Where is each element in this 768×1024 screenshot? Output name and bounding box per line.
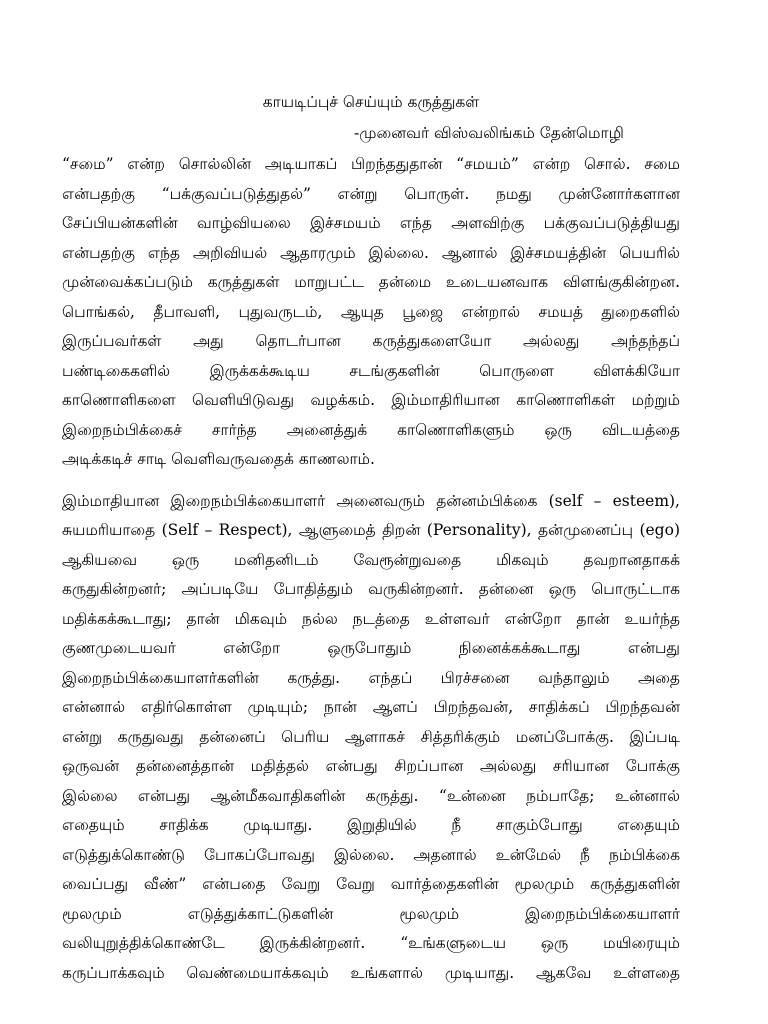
text-line: முன்வைக்கப்படும் கருத்துகள் மாறுபட்ட தன்மை உடையனவாக விளங்குகின்றன.: [62, 273, 680, 291]
document-title: காயடிப்புச் செய்யும் கருத்துகள்: [262, 93, 480, 111]
text-line: மூலமும் எடுத்துக்காட்டுகளின் மூலமும் இறைநம்பிக்கையாளர்: [62, 904, 680, 923]
text-line: பண்டிகைகளில் இருக்கக்கூடிய சடங்குகளின் பொருளை விளக்கியோ: [62, 361, 680, 380]
text-line: அடிக்கடிச் சாடி வெளிவருவதைக் காணலாம்.: [62, 450, 375, 468]
paragraph-2: [62, 487, 680, 989]
text-line: என்பதற்கு “பக்குவப்படுத்துதல்” என்று பொருள். நமது முன்னோர்களான: [62, 184, 680, 203]
text-line: இறைநம்பிக்கைச் சார்ந்த அனைத்துக் காணொளிகளும் ஒரு விடயத்தை: [62, 420, 680, 439]
text-line: இருப்பவர்கள் அது தொடர்பான கருத்துகளையோ அல்லது அந்தந்தப்: [62, 332, 680, 350]
text-line: “சமை” என்ற சொல்லின் அடியாகப் பிறந்ததுதான் “சமயம்” என்ற சொல். சமை: [62, 155, 680, 173]
text-line: வலியுறுத்திக்கொண்டே இருக்கின்றனர். “உங்களுடைய ஒரு மயிரையும்: [62, 934, 680, 952]
text-line: இம்மாதியான இறைநம்பிக்கையாளர் அனைவரும் தன்னம்பிக்கை (self – esteem),: [62, 491, 680, 510]
author-line: -முனைவர் விஸ்வலிங்கம் தேன்மொழி: [354, 124, 624, 142]
text-line: குணமுடையவர் என்றோ ஒருபோதும் நினைக்கக்கூடாது என்பது: [62, 639, 680, 657]
text-line: காணொளிகளை வெளியிடுவது வழக்கம். இம்மாதிரியான காணொளிகள் மற்றும்: [62, 391, 680, 409]
text-line: எதையும் சாதிக்க முடியாது. இறுதியில் நீ சாகும்போது எதையும்: [62, 816, 680, 834]
text-line: இல்லை என்பது ஆன்மீகவாதிகளின் கருத்து. “உன்னை நம்பாதே; உன்னால்: [62, 786, 680, 805]
text-line: ஒருவன் தன்னைத்தான் மதித்தல் என்பது சிறப்பான அல்லது சரியான போக்கு: [62, 757, 680, 775]
paragraph-1: [62, 150, 680, 475]
text-line: என்னால் எதிர்கொள்ள முடியும்; நான் ஆளப் பிறந்தவன், சாதிக்கப் பிறந்தவன்: [62, 698, 680, 716]
text-line: எடுத்துக்கொண்டு போகப்போவது இல்லை. அதனால் உன்மேல் நீ நம்பிக்கை: [62, 845, 680, 864]
text-line: என்பதற்கு எந்த அறிவியல் ஆதாரமும் இல்லை. ஆனால் இச்சமயத்தின் பெயரில்: [62, 243, 680, 262]
text-line: கருப்பாக்கவும் வெண்மையாக்கவும் உங்களால் முடியாது. ஆகவே உள்ளதை: [62, 963, 680, 982]
text-line: மதிக்கக்கூடாது; தான் மிகவும் நல்ல நடத்தை உள்ளவர் என்றோ தான் உயர்ந்த: [62, 609, 680, 628]
text-line: கருதுகின்றனர்; அப்படியே போதித்தும் வருகின்றனர். தன்னை ஒரு பொருட்டாக: [62, 580, 680, 598]
document-page: [62, 88, 680, 988]
text-line: பொங்கல், தீபாவளி, புதுவருடம், ஆயுத பூஜை என்றால் சமயத் துறைகளில்: [62, 302, 680, 321]
text-line: என்று கருதுவது தன்னைப் பெரிய ஆளாகச் சித்தரிக்கும் மனப்போக்கு. இப்படி: [62, 727, 680, 746]
text-line: சேப்பியன்களின் வாழ்வியலை இச்சமயம் எந்த அளவிற்கு பக்குவப்படுத்தியது: [62, 214, 680, 232]
text-line: வைப்பது வீண்” என்பதை வேறு வேறு வார்த்தைகளின் மூலமும் கருத்துகளின்: [62, 875, 680, 893]
text-line: ஆகியவை ஒரு மனிதனிடம் வேரூன்றுவதை மிகவும் தவறானதாகக்: [62, 550, 680, 569]
text-line: இறைநம்பிக்கையாளர்களின் கருத்து. எந்தப் பிரச்சனை வந்தாலும் அதை: [62, 668, 680, 687]
text-line: சுயமரியாதை (Self – Respect), ஆளுமைத் திறன் (Personality), தன்முனைப்பு (ego): [62, 521, 680, 539]
